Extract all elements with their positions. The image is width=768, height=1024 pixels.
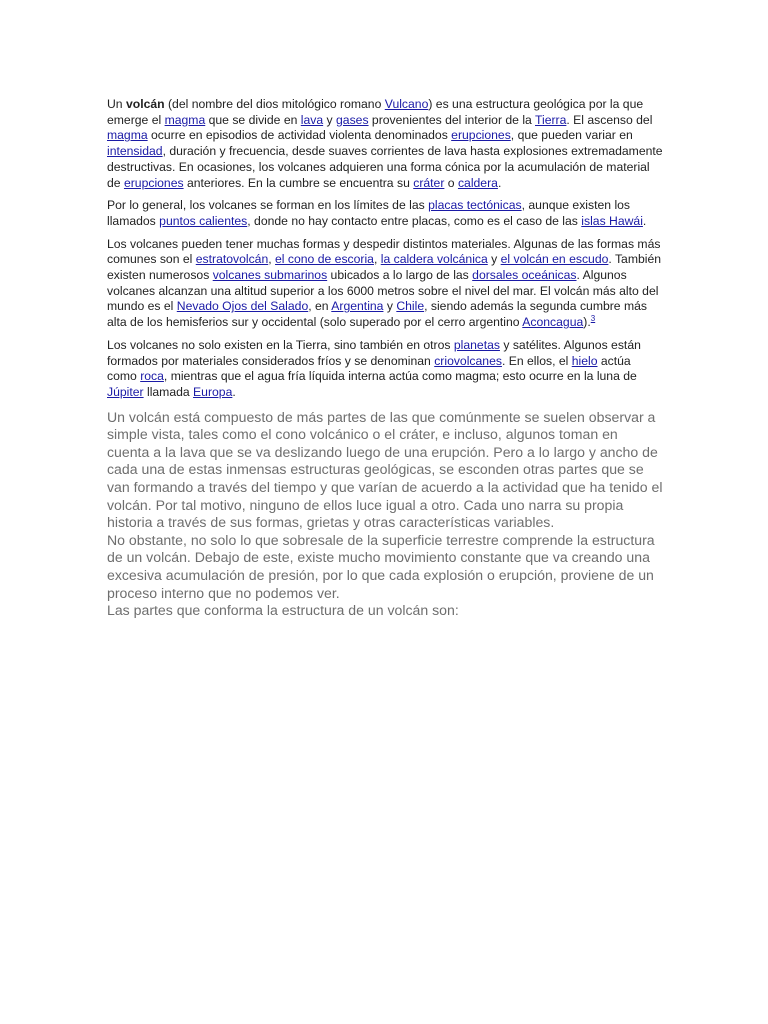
wiki-link[interactable]: volcanes submarinos	[212, 268, 328, 283]
wiki-link[interactable]: el cono de escoria	[275, 252, 374, 267]
text-run: Un	[107, 97, 126, 111]
text-run: .	[497, 175, 502, 190]
text-run: que se divide en	[205, 112, 301, 127]
wiki-article-excerpt	[107, 97, 663, 401]
gray-paragraph: No obstante, no solo lo que sobresale de la superficie terrestre comprende la estructura de un volcán. Debajo de este, existe mucho movimiento constante que va creando una excesiva acumulación de presión, por lo que cada explosión o erupción, proviene de un proceso interno que no podemos ver.	[107, 531, 655, 601]
wiki-link[interactable]: magma	[107, 128, 148, 143]
text-run: ).	[583, 315, 591, 330]
text-run: , aunque existen los llamados	[107, 198, 631, 228]
text-run: actúa como	[107, 353, 631, 384]
text-run: y	[323, 112, 337, 127]
text-run: ubicados a lo largo de las	[327, 268, 473, 283]
wiki-link[interactable]: estratovolcán	[195, 252, 269, 267]
wiki-link[interactable]: Vulcano	[384, 97, 429, 111]
wiki-link[interactable]: roca	[140, 369, 164, 384]
text-run: llamada	[143, 384, 194, 399]
article-paragraph	[107, 338, 663, 401]
text-run: . También existen numerosos	[107, 252, 662, 283]
gray-paragraph: Las partes que conforma la estructura de un volcán son:	[107, 602, 459, 619]
wiki-link[interactable]: Chile	[396, 299, 425, 314]
wiki-link[interactable]: islas Hawái	[581, 213, 643, 228]
wiki-link[interactable]: Nevado Ojos del Salado	[176, 299, 309, 314]
text-run: ocurre en episodios de actividad violenta denominados	[147, 128, 452, 143]
text-run: , siendo además la segunda cumbre más alta de los hemisferios sur y occidental (solo superado por el cerro argentino	[107, 299, 647, 330]
wiki-link[interactable]: gases	[336, 112, 369, 127]
wiki-link[interactable]: el volcán en escudo	[500, 252, 609, 267]
wiki-link[interactable]: Aconcagua	[522, 315, 584, 330]
wiki-link[interactable]: dorsales oceánicas	[472, 268, 577, 283]
wiki-link[interactable]: Júpiter	[107, 384, 144, 399]
text-run: . El ascenso del	[566, 112, 653, 127]
text-run: , duración y frecuencia, desde suaves corrientes de lava hasta explosiones extremadamente destructivas. En ocasiones, los volcanes adquieren una forma cónica por la acumulación de material de	[107, 144, 663, 190]
article-paragraph	[107, 97, 663, 191]
article-paragraph	[107, 237, 663, 331]
footnote-superscript	[591, 314, 595, 323]
text-run: Por lo general, los volcanes se forman en los límites de las	[107, 198, 429, 213]
wiki-link[interactable]: Argentina	[331, 299, 384, 314]
text-run: . Algunos volcanes alcanzan una altitud superior a los 6000 metros sobre el nivel del mar. El volcán más alto del mundo es el	[107, 268, 659, 314]
text-run: ,	[268, 252, 276, 267]
text-run: y satélites. Algunos están formados por materiales considerados fríos y se denominan	[107, 337, 641, 368]
text-run: anteriores. En la cumbre se encuentra su	[183, 175, 414, 190]
wiki-link[interactable]: cráter	[413, 175, 445, 190]
bold-term: volcán	[125, 97, 165, 111]
wiki-link[interactable]: placas tectónicas	[428, 198, 522, 213]
gray-paragraph: Un volcán está compuesto de más partes de las que comúnmente se suelen observar a simple vista, tales como el cono volcánico o el cráter, e incluso, algunos toman en cuenta a la lava que se va deslizando luego de una erupción. Pero a lo largo y ancho de cada una de estas inmensas estructuras geológicas, se esconden otras partes que se van formando a través del tiempo y que varían de acuerdo a la actividad que ha tenido el volcán. Por tal motivo, ninguno de ellos luce igual a otro. Cada uno narra su propia historia a través de sus formas, grietas y otras características variables.	[107, 408, 663, 531]
text-run: . En ellos, el	[501, 353, 572, 368]
text-run: , donde no hay contacto entre placas, como es el caso de las	[247, 213, 582, 228]
wiki-link[interactable]: la caldera volcánica	[380, 252, 488, 267]
text-run: (del nombre del dios mitológico romano	[164, 97, 385, 111]
wiki-link[interactable]: erupciones	[451, 128, 511, 143]
text-run: , que pueden variar en	[510, 128, 633, 143]
text-run: o	[444, 175, 458, 190]
volcano-parts-section	[107, 409, 663, 620]
text-run: , en	[308, 299, 332, 314]
text-run: Los volcanes pueden tener muchas formas y despedir distintos materiales. Algunas de las formas más comunes son el	[107, 236, 661, 267]
reference-link[interactable]: 3	[590, 314, 596, 324]
text-run: provenientes del interior de la	[368, 112, 535, 127]
wiki-link[interactable]: Tierra	[535, 112, 567, 127]
text-run: y	[383, 299, 397, 314]
text-run: .	[232, 384, 236, 399]
document-page	[107, 97, 663, 620]
text-run: .	[642, 213, 647, 228]
article-paragraph	[107, 198, 663, 229]
wiki-link[interactable]: caldera	[457, 175, 498, 190]
wiki-link[interactable]: planetas	[453, 337, 500, 352]
text-run: , mientras que el agua fría líquida interna actúa como magma; esto ocurre en la luna de	[163, 369, 637, 384]
wiki-link[interactable]: Europa	[193, 384, 233, 399]
wiki-link[interactable]: erupciones	[123, 175, 184, 190]
wiki-link[interactable]: intensidad	[107, 144, 163, 159]
wiki-link[interactable]: lava	[300, 112, 324, 127]
wiki-link[interactable]: magma	[164, 112, 206, 127]
text-run: ) es una estructura geológica por la que emerge el	[107, 97, 644, 127]
wiki-link[interactable]: puntos calientes	[159, 213, 248, 228]
text-run: y	[487, 252, 501, 267]
wiki-link[interactable]: criovolcanes	[434, 353, 502, 368]
text-run: Los volcanes no solo existen en la Tierra, sino también en otros	[107, 337, 454, 352]
text-run: ,	[373, 252, 381, 267]
wiki-link[interactable]: hielo	[571, 353, 598, 368]
